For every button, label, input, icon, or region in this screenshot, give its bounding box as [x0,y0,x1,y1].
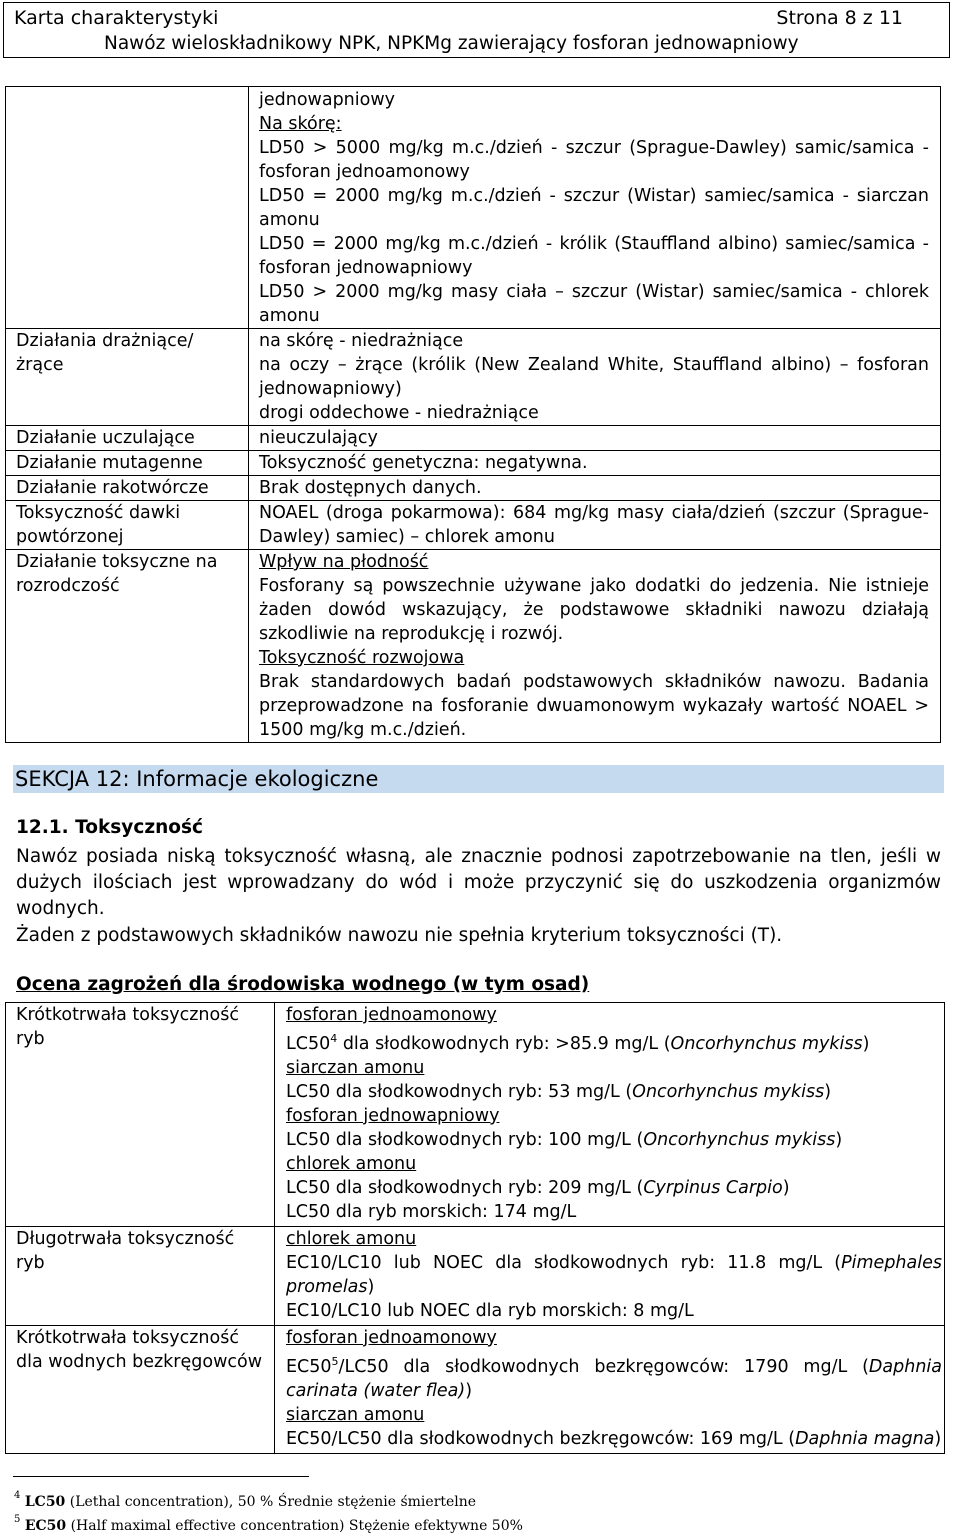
footnote [14,1490,477,1510]
footnote-divider [13,1476,309,1477]
substance-name: fosforan jednowapniowy [286,1105,500,1126]
text-line: na skórę - niedrażniące [259,331,464,351]
substance-name: fosforan jednoamonowy [286,1005,497,1025]
route-skin-heading: Na skórę: [259,114,342,134]
text-line [286,1027,942,1056]
developmental-text: Brak standardowych badań podstawowych składników nawozu. Badania przeprowadzone na fosforanie dwuamonowym wykazały wartość NOAEL > 1500 mg/kg m.c./dzień. [259,672,929,740]
text-line: LD50 > 2000 mg/kg masy ciała – szczur (Wistar) samiec/samica - chlorek amonu [259,282,929,326]
value-text: /LC50 dla słodkowodnych bezkręgowców: 1790 mg/L ( [338,1356,869,1377]
row-label: Toksyczność dawki powtórzonej [6,501,249,550]
substance-name: fosforan jednoamonowy [286,1327,497,1348]
toxicology-table [5,86,941,743]
acute-values-cell [249,87,941,329]
row-value: NOAEL (droga pokarmowa): 684 mg/kg masy ciała/dzień (szczur (Sprague-Dawley) samiec) – chlorek amonu [249,501,941,550]
page-header [3,2,950,58]
row-value: Brak dostępnych danych. [249,476,941,501]
row-value [249,550,941,743]
text-line [286,1128,942,1152]
footnote-text: (Lethal concentration), 50 % Średnie stężenie śmiertelne [65,1494,477,1510]
row-label: Krótkotrwała toksyczność ryb [6,1003,275,1227]
footnote-number: 4 [14,1490,21,1501]
table-row [6,1003,945,1227]
empty-label-cell [6,87,249,329]
value-text: ) [835,1129,843,1150]
row-value [249,329,941,426]
value-text: dla słodkowodnych ryb: >85.9 mg/L ( [337,1033,671,1054]
substance-name: siarczan amonu [286,1057,425,1078]
value-text: LC50 dla słodkowodnych ryb: 209 mg/L ( [286,1177,644,1198]
value-text: ) [824,1081,832,1102]
page-number: Strona 8 z 11 [776,7,903,29]
footnote-text: (Half maximal effective concentration) Stężenie efektywne 50% [66,1518,523,1534]
text-line: LD50 = 2000 mg/kg m.c./dzień - królik (Stauffland albino) samiec/samica - fosforan jednowapniowy [259,234,929,278]
text-line [286,1350,942,1403]
table-row [6,426,941,451]
value-text: EC50 [286,1356,332,1377]
text-line: LC50 dla ryb morskich: 174 mg/L [286,1201,577,1222]
value-text: ) [934,1428,942,1449]
row-value: nieuczulający [249,426,941,451]
ecotoxicity-table [5,1002,945,1454]
table-row [6,550,941,743]
row-label: Działanie rakotwórcze [6,476,249,501]
row-value: Toksyczność genetyczna: negatywna. [249,451,941,476]
developmental-heading: Toksyczność rozwojowa [259,648,465,668]
value-text: LC50 dla słodkowodnych ryb: 100 mg/L ( [286,1129,644,1150]
species-name: Oncorhynchus mykiss [632,1081,825,1102]
text-line [286,1427,942,1453]
row-label: Działanie mutagenne [6,451,249,476]
table-row [6,1325,945,1453]
text-line: LD50 > 5000 mg/kg m.c./dzień - szczur (Sprague-Dawley) samic/samica - fosforan jednoamonowy [259,138,929,182]
substance-name: siarczan amonu [286,1404,425,1425]
value-text: ) [367,1276,375,1297]
species-name: Pimephales promelas [286,1252,942,1297]
table-row [6,476,941,501]
text-line: na oczy – żrące (królik (New Zealand White, Stauffland albino) – fosforan jednowapniowy) [259,355,929,399]
value-text: LC50 [286,1033,331,1054]
footnote-ref: 4 [330,1032,338,1045]
toxicity-paragraph: Nawóz posiada niską toksyczność własną, ale znacznie podnosi zapotrzebowanie na tlen, jeśli w dużych ilościach jest wprowadzany do wód i może przyczynić się do uszkodzenia organizmów wodnych. [16,846,941,919]
value-text: ) [782,1177,790,1198]
criterion-paragraph: Żaden z podstawowych składników nawozu nie spełnia kryterium toksyczności (T). [16,925,783,946]
row-label: Krótkotrwała toksyczność dla wodnych bezkręgowców [6,1325,275,1453]
product-name: Nawóz wieloskładnikowy NPK, NPKMg zawierający fosforan jednowapniowy [104,33,799,54]
species-name: Oncorhynchus mykiss [643,1129,836,1150]
value-text: LC50 dla słodkowodnych ryb: 53 mg/L ( [286,1081,633,1102]
footnote-number: 5 [14,1514,21,1525]
row-label: Długotrwała toksyczność ryb [6,1226,275,1325]
value-text: EC50/LC50 dla słodkowodnych bezkręgowców: 169 mg/L ( [286,1428,796,1449]
table-row [6,329,941,426]
value-text: ) [862,1033,870,1054]
footnote-abbr: EC50 [24,1518,67,1534]
row-value [275,1325,945,1453]
row-label: Działanie uczulające [6,426,249,451]
value-text: ) [465,1380,473,1401]
aquatic-assessment-title: Ocena zagrożeń dla środowiska wodnego (w tym osad) [16,974,590,995]
species-name: Daphnia magna [795,1428,935,1449]
table-row [6,87,941,329]
subsection-toxicity-title: 12.1. Toksyczność [16,817,203,838]
species-name: Oncorhynchus mykiss [670,1033,863,1054]
row-label: Działania drażniące/żrące [6,329,249,426]
text-line: EC10/LC10 lub NOEC dla ryb morskich: 8 mg/L [286,1300,694,1321]
footnote [14,1514,523,1534]
table-row [6,501,941,550]
doc-type: Karta charakterystyki [14,7,219,29]
substance-name: chlorek amonu [286,1228,417,1249]
table-row [6,1226,945,1325]
species-name: Daphnia carinata (water flea) [286,1356,942,1401]
footnote-ref: 5 [331,1354,339,1368]
footnote-abbr: LC50 [24,1494,66,1510]
text-line [286,1080,942,1104]
value-text: EC10/LC10 lub NOEC dla słodkowodnych ryb: 11.8 mg/L ( [286,1252,842,1273]
row-value [275,1226,945,1325]
text-line [286,1251,942,1299]
text-line: LD50 = 2000 mg/kg m.c./dzień - szczur (Wistar) samiec/samica - siarczan amonu [259,186,929,230]
substance-name: chlorek amonu [286,1153,417,1174]
text-line [286,1176,942,1200]
section-12-heading: SEKCJA 12: Informacje ekologiczne [13,765,944,793]
fertility-text: Fosforany są powszechnie używane jako dodatki do jedzenia. Nie istnieje żaden dowód wskazujący, że podstawowe składniki nawozu działają szkodliwie na reprodukcję i rozwój. [259,576,929,644]
species-name: Cyrpinus Carpio [643,1177,783,1198]
fertility-heading: Wpływ na płodność [259,552,429,572]
table-row [6,451,941,476]
row-value [275,1003,945,1227]
row-label: Działanie toksyczne na rozrodczość [6,550,249,743]
text-line: jednowapniowy [259,90,396,110]
text-line: drogi oddechowe - niedrażniące [259,403,539,423]
